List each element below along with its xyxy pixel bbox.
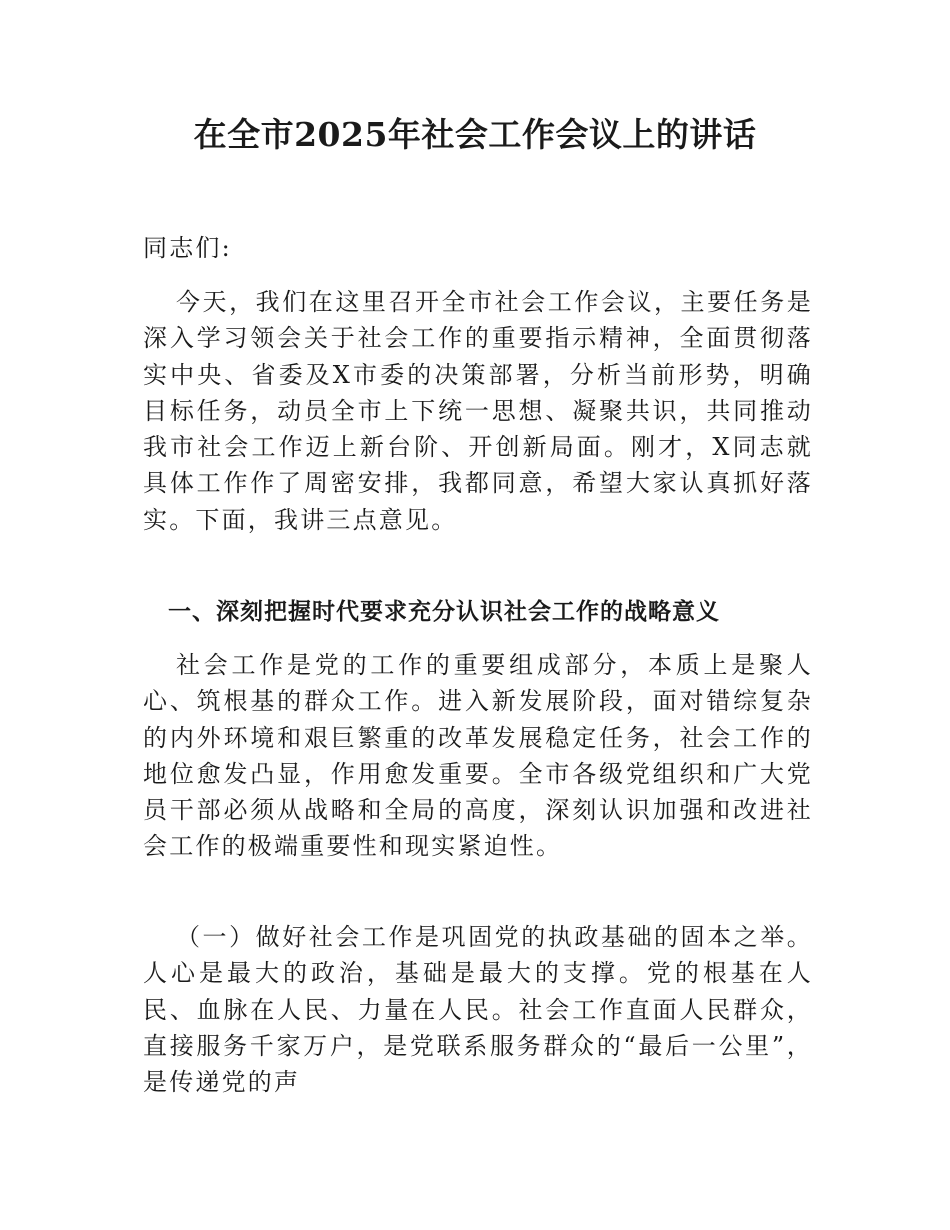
document-title: 在全市2025年社会工作会议上的讲话: [193, 115, 757, 154]
salutation: 同志们:: [143, 234, 232, 262]
section-heading-1: 一、深刻把握时代要求充分认识社会工作的战略意义: [168, 599, 720, 625]
paragraph-section-1-intro: 社会工作是党的工作的重要组成部分，本质上是聚人心、筑根基的群众工作。进入新发展阶段，面对错综复杂的内外环境和艰巨繁重的改革发展稳定任务，社会工作的地位愈发凸显，作用愈发重要。全市各级党组织和广大党员干部必须从战略和全局的高度，深刻认识加强和改进社会工作的极端重要性和现实紧迫性。: [143, 651, 813, 861]
subsection-body: 人心是最大的政治，基础是最大的支撑。党的根基在人民、血脉在人民、力量在人民。社会工作直面人民群众，直接服务千家万户，是党联系服务群众的“最后一公里”，是传递党的声: [143, 959, 813, 1097]
subsection-lead: （一）做好社会工作是巩固党的执政基础的固本之举。: [176, 923, 813, 951]
paragraph-subsection-1: [143, 919, 813, 1100]
paragraph-opening: 今天，我们在这里召开全市社会工作会议，主要任务是深入学习领会关于社会工作的重要指示精神，全面贯彻落实中央、省委及X市委的决策部署，分析当前形势，明确目标任务，动员全市上下统一思想、凝聚共识，共同推动我市社会工作迈上新台阶、开创新局面。刚才，X同志就具体工作作了周密安排，我都同意，希望大家认真抓好落实。下面，我讲三点意见。: [143, 288, 813, 534]
